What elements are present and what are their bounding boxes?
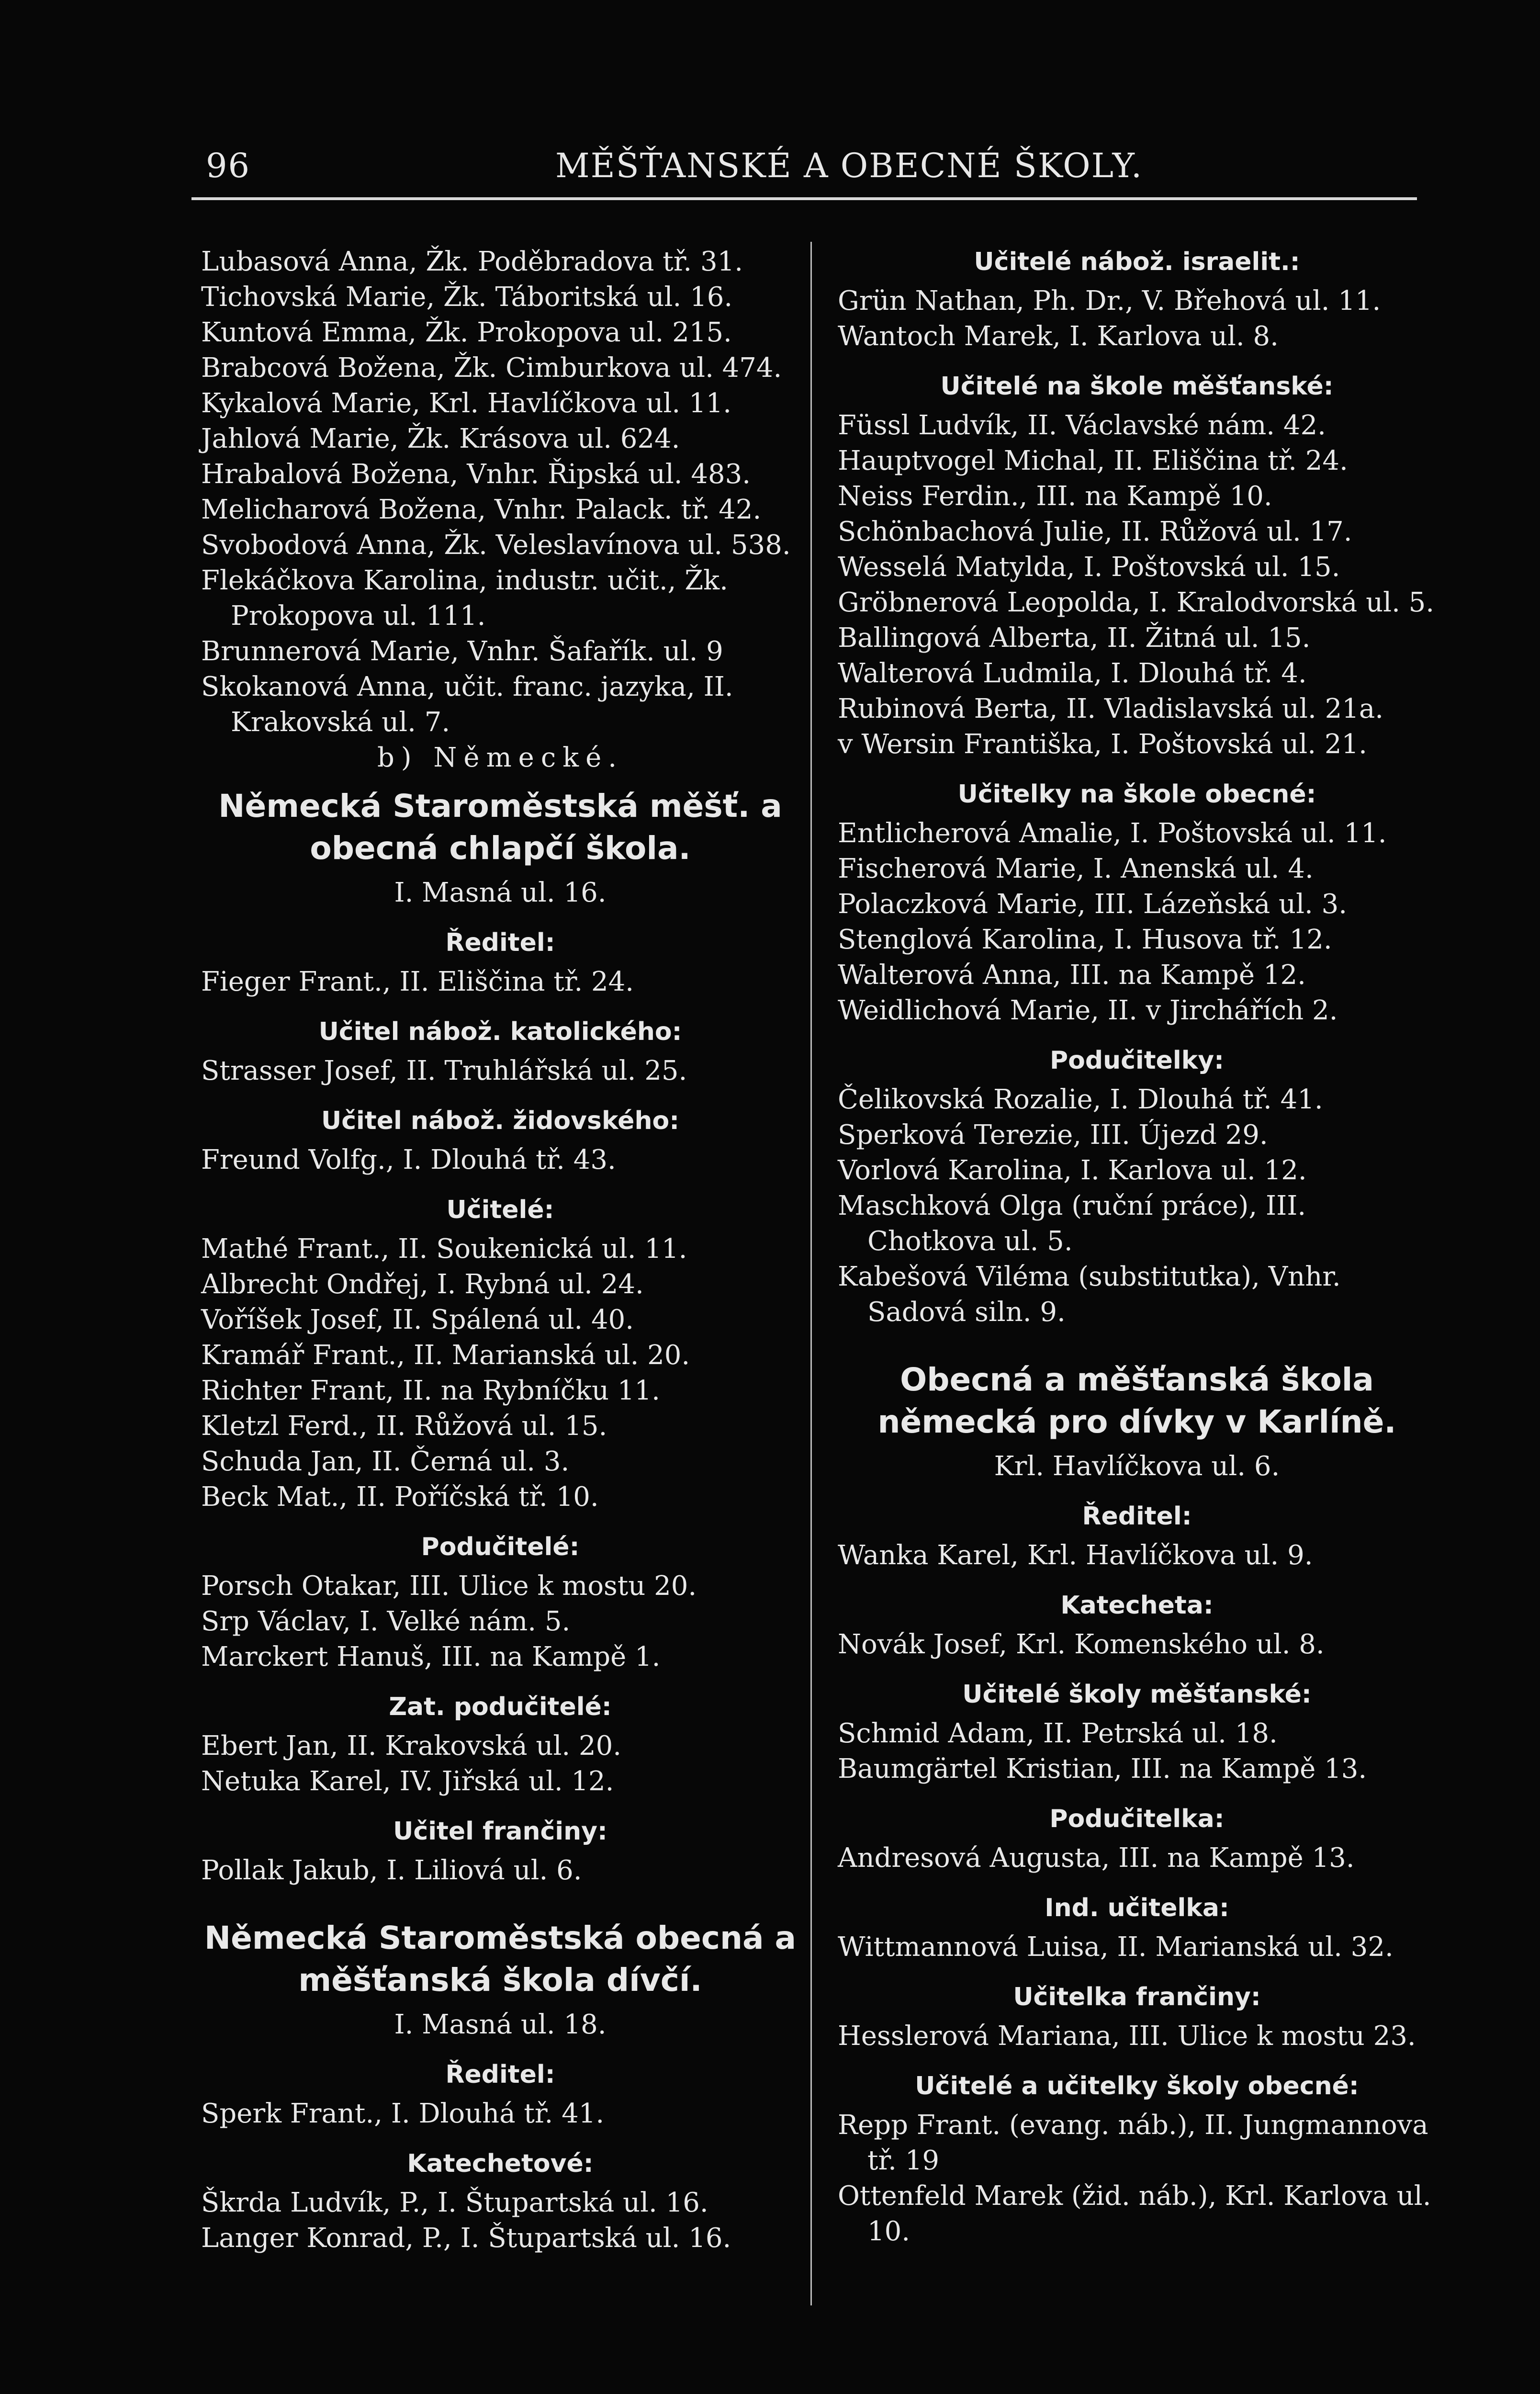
school-address: I. Masná ul. 18. [394, 2009, 607, 2040]
section-heading: Učitelé na škole měšťanské: [940, 372, 1334, 401]
entry: Svobodová Anna, Žk. Veleslavínova ul. 538. [201, 530, 791, 561]
entry: Weidlichová Marie, II. v Jirchářích 2. [838, 995, 1338, 1026]
school-block [201, 785, 799, 1888]
entry: Brabcová Božena, Žk. Cimburkova ul. 474. [201, 352, 782, 384]
section-heading: Učitelka frančiny: [1013, 1983, 1261, 2011]
entry: Grün Nathan, Ph. Dr., V. Břehová ul. 11. [838, 285, 1381, 316]
entry: Walterová Ludmila, I. Dlouhá tř. 4. [838, 658, 1307, 689]
school-address: I. Masná ul. 16. [394, 877, 607, 908]
entry: Sperk Frant., I. Dlouhá tř. 41. [201, 2098, 605, 2129]
entry: Flekáčkova Karolina, industr. učit., Žk. Prokopova ul. 111. [201, 565, 728, 632]
entry: Skokanová Anna, učit. franc. jazyka, II. Krakovská ul. 7. [201, 671, 733, 738]
section-heading: Podučitelky: [1050, 1046, 1224, 1075]
entry: Kramář Frant., II. Marianská ul. 20. [201, 1340, 690, 1371]
school-title: Obecná a měšťanská škola německá pro dívky v Karlíně. [877, 1361, 1396, 1440]
entry: Freund Volfg., I. Dlouhá tř. 43. [201, 1144, 616, 1175]
section-heading: Učitelé školy měšťanské: [962, 1680, 1312, 1709]
section-heading: Učitelé a učitelky školy obecné: [915, 2072, 1359, 2100]
school-title: Německá Staroměstská obecná a měšťanská škola dívčí. [204, 1920, 797, 1999]
entry: Stenglová Karolina, I. Husova tř. 12. [838, 924, 1332, 955]
section-heading: Ind. učitelka: [1045, 1894, 1229, 1922]
entry: Walterová Anna, III. na Kampě 12. [838, 960, 1306, 991]
running-title: MĚŠŤANSKÉ A OBECNÉ ŠKOLY. [555, 146, 1143, 185]
entry: Entlicherová Amalie, I. Poštovská ul. 11. [838, 818, 1387, 849]
section-heading: Ředitel: [445, 928, 555, 957]
section-heading: Ředitel: [1082, 1502, 1192, 1531]
entry: Vorlová Karolina, I. Karlova ul. 12. [838, 1155, 1307, 1186]
entry: Fieger Frant., II. Eliščina tř. 24. [201, 966, 634, 997]
entry: Schuda Jan, II. Černá ul. 3. [201, 1446, 570, 1477]
page-header [206, 146, 1364, 199]
entry: Fischerová Marie, I. Anenská ul. 4. [838, 853, 1314, 884]
entry: Brunnerová Marie, Vnhr. Šafařík. ul. 9 [201, 636, 723, 667]
section-heading: Katechetové: [407, 2149, 594, 2178]
entry: Albrecht Ondřej, I. Rybná ul. 24. [201, 1269, 644, 1300]
school-title: Německá Staroměstská měšť. a obecná chlapčí škola. [218, 788, 782, 867]
entry: Mathé Frant., II. Soukenická ul. 11. [201, 1233, 687, 1265]
entry: Langer Konrad, P., I. Štupartská ul. 16. [201, 2223, 731, 2254]
section-heading: Ředitel: [445, 2060, 555, 2089]
entry: Wanka Karel, Krl. Havlíčkova ul. 9. [838, 1540, 1313, 1571]
section-heading: Učitelé nábož. israelit.: [974, 248, 1300, 276]
entry: Andresová Augusta, III. na Kampě 13. [838, 1842, 1355, 1874]
section-heading: Katecheta: [1060, 1591, 1214, 1620]
entry: Ebert Jan, II. Krakovská ul. 20. [201, 1730, 622, 1762]
entry: v Wersin Františka, I. Poštovská ul. 21. [838, 729, 1367, 760]
entry: Beck Mat., II. Poříčská tř. 10. [201, 1481, 599, 1513]
entry: Kletzl Ferd., II. Růžová ul. 15. [201, 1411, 607, 1442]
entry: Porsch Otakar, III. Ulice k mostu 20. [201, 1570, 697, 1602]
entry: Sperková Terezie, III. Újezd 29. [838, 1119, 1268, 1151]
column-divider [810, 242, 812, 2305]
entry: Voříšek Josef, II. Spálená ul. 40. [201, 1304, 634, 1335]
entry: Repp Frant. (evang. náb.), II. Jungmannova tř. 19 [838, 2110, 1428, 2176]
section-heading: Učitel nábož. katolického: [318, 1017, 682, 1046]
entry: Ballingová Alberta, II. Žitná ul. 15. [838, 622, 1311, 654]
entry: Hauptvogel Michal, II. Eliščina tř. 24. [838, 445, 1348, 476]
entry: Gröbnerová Leopolda, I. Kralodvorská ul. 5. [838, 587, 1435, 618]
entry: Pollak Jakub, I. Liliová ul. 6. [201, 1855, 582, 1886]
entry: Neiss Ferdin., III. na Kampě 10. [838, 481, 1272, 512]
entry: Hesslerová Mariana, III. Ulice k mostu 23. [838, 2021, 1416, 2052]
school-block [838, 1359, 1436, 2249]
school-address: Krl. Havlíčkova ul. 6. [994, 1451, 1280, 1482]
school-block [201, 1917, 799, 2256]
entry: Schönbachová Julie, II. Růžová ul. 17. [838, 516, 1352, 547]
section-heading: Zat. podučitelé: [389, 1693, 612, 1721]
subheading: b) Německé. [377, 742, 624, 773]
section-heading: Učitelé: [446, 1196, 554, 1224]
section-heading: Učitel nábož. židovského: [321, 1107, 679, 1135]
entry: Čelikovská Rozalie, I. Dlouhá tř. 41. [838, 1084, 1323, 1115]
entry: Marckert Hanuš, III. na Kampě 1. [201, 1641, 661, 1672]
entry: Rubinová Berta, II. Vladislavská ul. 21a. [838, 693, 1384, 724]
entry: Baumgärtel Kristian, III. na Kampě 13. [838, 1753, 1367, 1784]
entry: Richter Frant, II. na Rybníčku 11. [201, 1375, 660, 1406]
section-heading: Podučitelé: [421, 1533, 580, 1561]
entry: Novák Josef, Krl. Komenského ul. 8. [838, 1629, 1325, 1660]
entry: Jahlová Marie, Žk. Krásova ul. 624. [201, 423, 680, 454]
entry: Wantoch Marek, I. Karlova ul. 8. [838, 321, 1279, 352]
section-heading: Učitel frančiny: [393, 1817, 607, 1846]
section-heading: Učitelky na škole obecné: [957, 780, 1316, 809]
entry: Netuka Karel, IV. Jiřská ul. 12. [201, 1766, 614, 1797]
entry: Škrda Ludvík, P., I. Štupartská ul. 16. [201, 2187, 708, 2218]
page-number: 96 [206, 146, 251, 185]
section-heading: Podučitelka: [1049, 1805, 1225, 1833]
entry: Kuntová Emma, Žk. Prokopova ul. 215. [201, 317, 732, 348]
entry: Srp Václav, I. Velké nám. 5. [201, 1606, 571, 1637]
entry: Lubasová Anna, Žk. Poděbradova tř. 31. [201, 246, 743, 277]
entry: Hrabalová Božena, Vnhr. Řipská ul. 483. [201, 459, 751, 490]
initial-entries [201, 244, 799, 740]
entry: Ottenfeld Marek (žid. náb.), Krl. Karlova ul. 10. [838, 2180, 1431, 2247]
entry: Maschková Olga (ruční práce), III. Chotkova ul. 5. [838, 1190, 1306, 1257]
entry: Kabešová Viléma (substitutka), Vnhr. Sadová siln. 9. [838, 1261, 1341, 1328]
entry: Kykalová Marie, Krl. Havlíčkova ul. 11. [201, 388, 732, 419]
entry: Wesselá Matylda, I. Poštovská ul. 15. [838, 552, 1340, 583]
entry: Schmid Adam, II. Petrská ul. 18. [838, 1718, 1278, 1749]
header-rule [191, 197, 1417, 200]
entry: Melicharová Božena, Vnhr. Palack. tř. 42. [201, 494, 762, 525]
entry: Tichovská Marie, Žk. Táboritská ul. 16. [201, 282, 733, 313]
entry: Polaczková Marie, III. Lázeňská ul. 3. [838, 889, 1348, 920]
entry: Füssl Ludvík, II. Václavské nám. 42. [838, 410, 1326, 441]
left-column [201, 244, 799, 2256]
entry: Strasser Josef, II. Truhlářská ul. 25. [201, 1055, 687, 1086]
entry: Wittmannová Luisa, II. Marianská ul. 32. [838, 1931, 1394, 1963]
right-column [838, 244, 1436, 2249]
